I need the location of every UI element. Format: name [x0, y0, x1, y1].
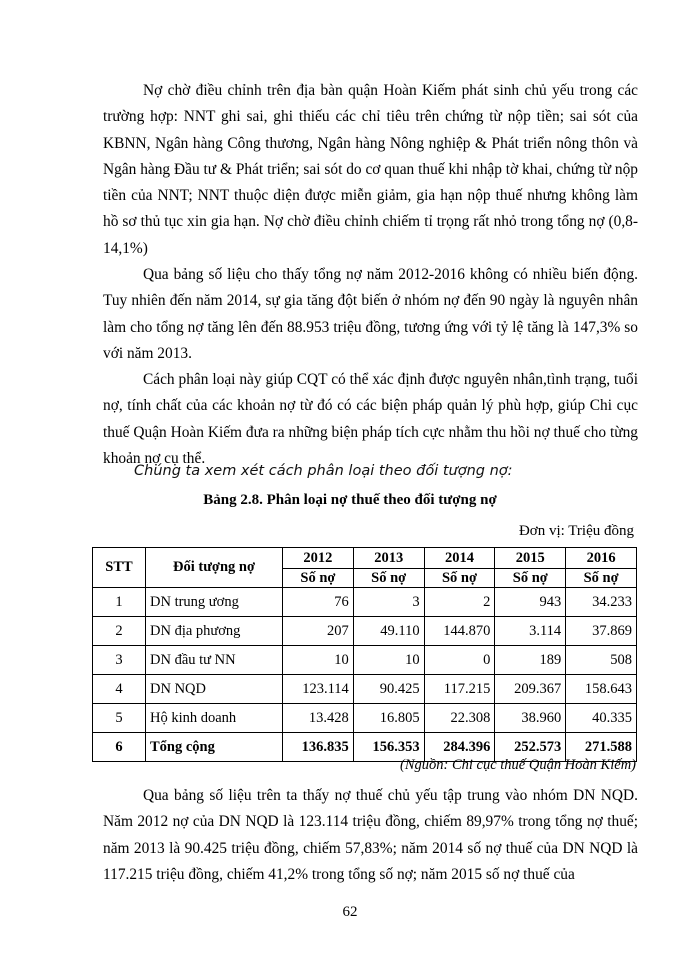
cell-value: 38.960	[495, 704, 566, 733]
cell-value: 3.114	[495, 617, 566, 646]
cell-stt: 5	[93, 704, 146, 733]
page-number: 62	[342, 904, 358, 920]
cell-stt: 6	[93, 733, 146, 762]
header-year: 2016	[566, 548, 637, 569]
cell-object: Hộ kinh doanh	[146, 704, 283, 733]
cell-value: 2	[424, 588, 495, 617]
table-source: (Nguồn: Chi cục thuế Quận Hoàn Kiếm)	[400, 757, 636, 773]
cell-value: 144.870	[424, 617, 495, 646]
paragraph-nqd-analysis: Qua bảng số liệu trên ta thấy nợ thuế chủ yếu tập trung vào nhóm DN NQD. Năm 2012 nợ của DN NQD là 123.114 triệu đồng, chiếm 89,97% trong tổng nợ thuế; năm 2013 là 90.425 triệu đồng, chiếm 57,83%; năm 2014 số nợ thuế của DN NQD là 117.215 triệu đồng, chiếm 41,2% trong tổng số nợ; năm 2015 số nợ thuế của	[103, 787, 638, 883]
table-row	[93, 675, 637, 704]
header-sub: Số nợ	[495, 569, 566, 588]
table-unit: Đơn vị: Triệu đồng	[518, 523, 634, 539]
cell-value: 117.215	[424, 675, 495, 704]
cell-value: 189	[495, 646, 566, 675]
cell-value: 40.335	[566, 704, 637, 733]
debt-by-object-table	[92, 547, 637, 762]
cell-object: Tổng cộng	[146, 733, 283, 762]
cell-value: 0	[424, 646, 495, 675]
cell-value: 90.425	[353, 675, 424, 704]
cell-object: DN trung ương	[146, 588, 283, 617]
table-row	[93, 588, 637, 617]
cell-object: DN NQD	[146, 675, 283, 704]
header-year: 2012	[283, 548, 354, 569]
cell-value: 16.805	[353, 704, 424, 733]
cell-value: 284.396	[424, 733, 495, 762]
cell-value: 207	[283, 617, 354, 646]
header-object: Đối tượng nợ	[146, 548, 283, 588]
intro-note: Chúng ta xem xét cách phân loại theo đối tượng nợ:	[134, 463, 513, 479]
header-year: 2015	[495, 548, 566, 569]
cell-stt: 2	[93, 617, 146, 646]
cell-stt: 4	[93, 675, 146, 704]
cell-value: 3	[353, 588, 424, 617]
header-sub: Số nợ	[353, 569, 424, 588]
cell-value: 13.428	[283, 704, 354, 733]
cell-value: 22.308	[424, 704, 495, 733]
cell-value: 252.573	[495, 733, 566, 762]
paragraph-total-debt-trend: Qua bảng số liệu cho thấy tổng nợ năm 2012-2016 không có nhiều biến động. Tuy nhiên đến năm 2014, sự gia tăng đột biến ở nhóm nợ đến 90 ngày là nguyên nhân làm cho tổng nợ tăng lên đến 88.953 triệu đồng, tương ứng với tỷ lệ tăng là 147,3% so với năm 2013.	[103, 266, 638, 362]
cell-value: 209.367	[495, 675, 566, 704]
cell-object: DN địa phương	[146, 617, 283, 646]
cell-value: 76	[283, 588, 354, 617]
cell-value: 37.869	[566, 617, 637, 646]
cell-object: DN đầu tư NN	[146, 646, 283, 675]
header-year: 2013	[353, 548, 424, 569]
paragraph-classification-benefit: Cách phân loại này giúp CQT có thể xác định được nguyên nhân,tình trạng, tuổi nợ, tính chất của các khoản nợ từ đó có các biện pháp quản lý phù hợp, giúp Chi cục thuế Quận Hoàn Kiếm đưa ra những biện pháp tích cực nhằm thu hồi nợ thuế cho từng khoản nợ cụ thể.	[103, 371, 638, 467]
cell-value: 49.110	[353, 617, 424, 646]
table-row	[93, 617, 637, 646]
cell-value: 158.643	[566, 675, 637, 704]
cell-value: 123.114	[283, 675, 354, 704]
cell-value: 271.588	[566, 733, 637, 762]
header-sub: Số nợ	[566, 569, 637, 588]
header-sub: Số nợ	[283, 569, 354, 588]
cell-value: 34.233	[566, 588, 637, 617]
header-stt: STT	[93, 548, 146, 588]
cell-value: 10	[283, 646, 354, 675]
cell-stt: 3	[93, 646, 146, 675]
table-row	[93, 646, 637, 675]
header-sub: Số nợ	[424, 569, 495, 588]
cell-value: 136.835	[283, 733, 354, 762]
header-year: 2014	[424, 548, 495, 569]
paragraph-adjusting-debt: Nợ chờ điều chỉnh trên địa bàn quận Hoàn Kiếm phát sinh chủ yếu trong các trường hợp: NNT ghi sai, ghi thiếu các chỉ tiêu trên chứng từ nộp tiền; sai sót của KBNN, Ngân hàng Công thương, Ngân hàng Nông nghiệp & Phát triển nông thôn và Ngân hàng Đầu tư & Phát triển; sai sót do cơ quan thuế khi nhập tờ khai, chứng từ nộp tiền của NNT; NNT thuộc diện được miễn giảm, gia hạn nộp thuế nhưng không làm hồ sơ thủ tục xin gia hạn. Nợ chờ điều chỉnh chiếm tỉ trọng rất nhỏ trong tổng nợ (0,8-14,1%)	[103, 82, 638, 257]
table-row	[93, 704, 637, 733]
cell-value: 156.353	[353, 733, 424, 762]
cell-value: 10	[353, 646, 424, 675]
cell-value: 508	[566, 646, 637, 675]
table-caption: Bảng 2.8. Phân loại nợ thuế theo đối tượng nợ	[203, 492, 497, 508]
cell-stt: 1	[93, 588, 146, 617]
cell-value: 943	[495, 588, 566, 617]
